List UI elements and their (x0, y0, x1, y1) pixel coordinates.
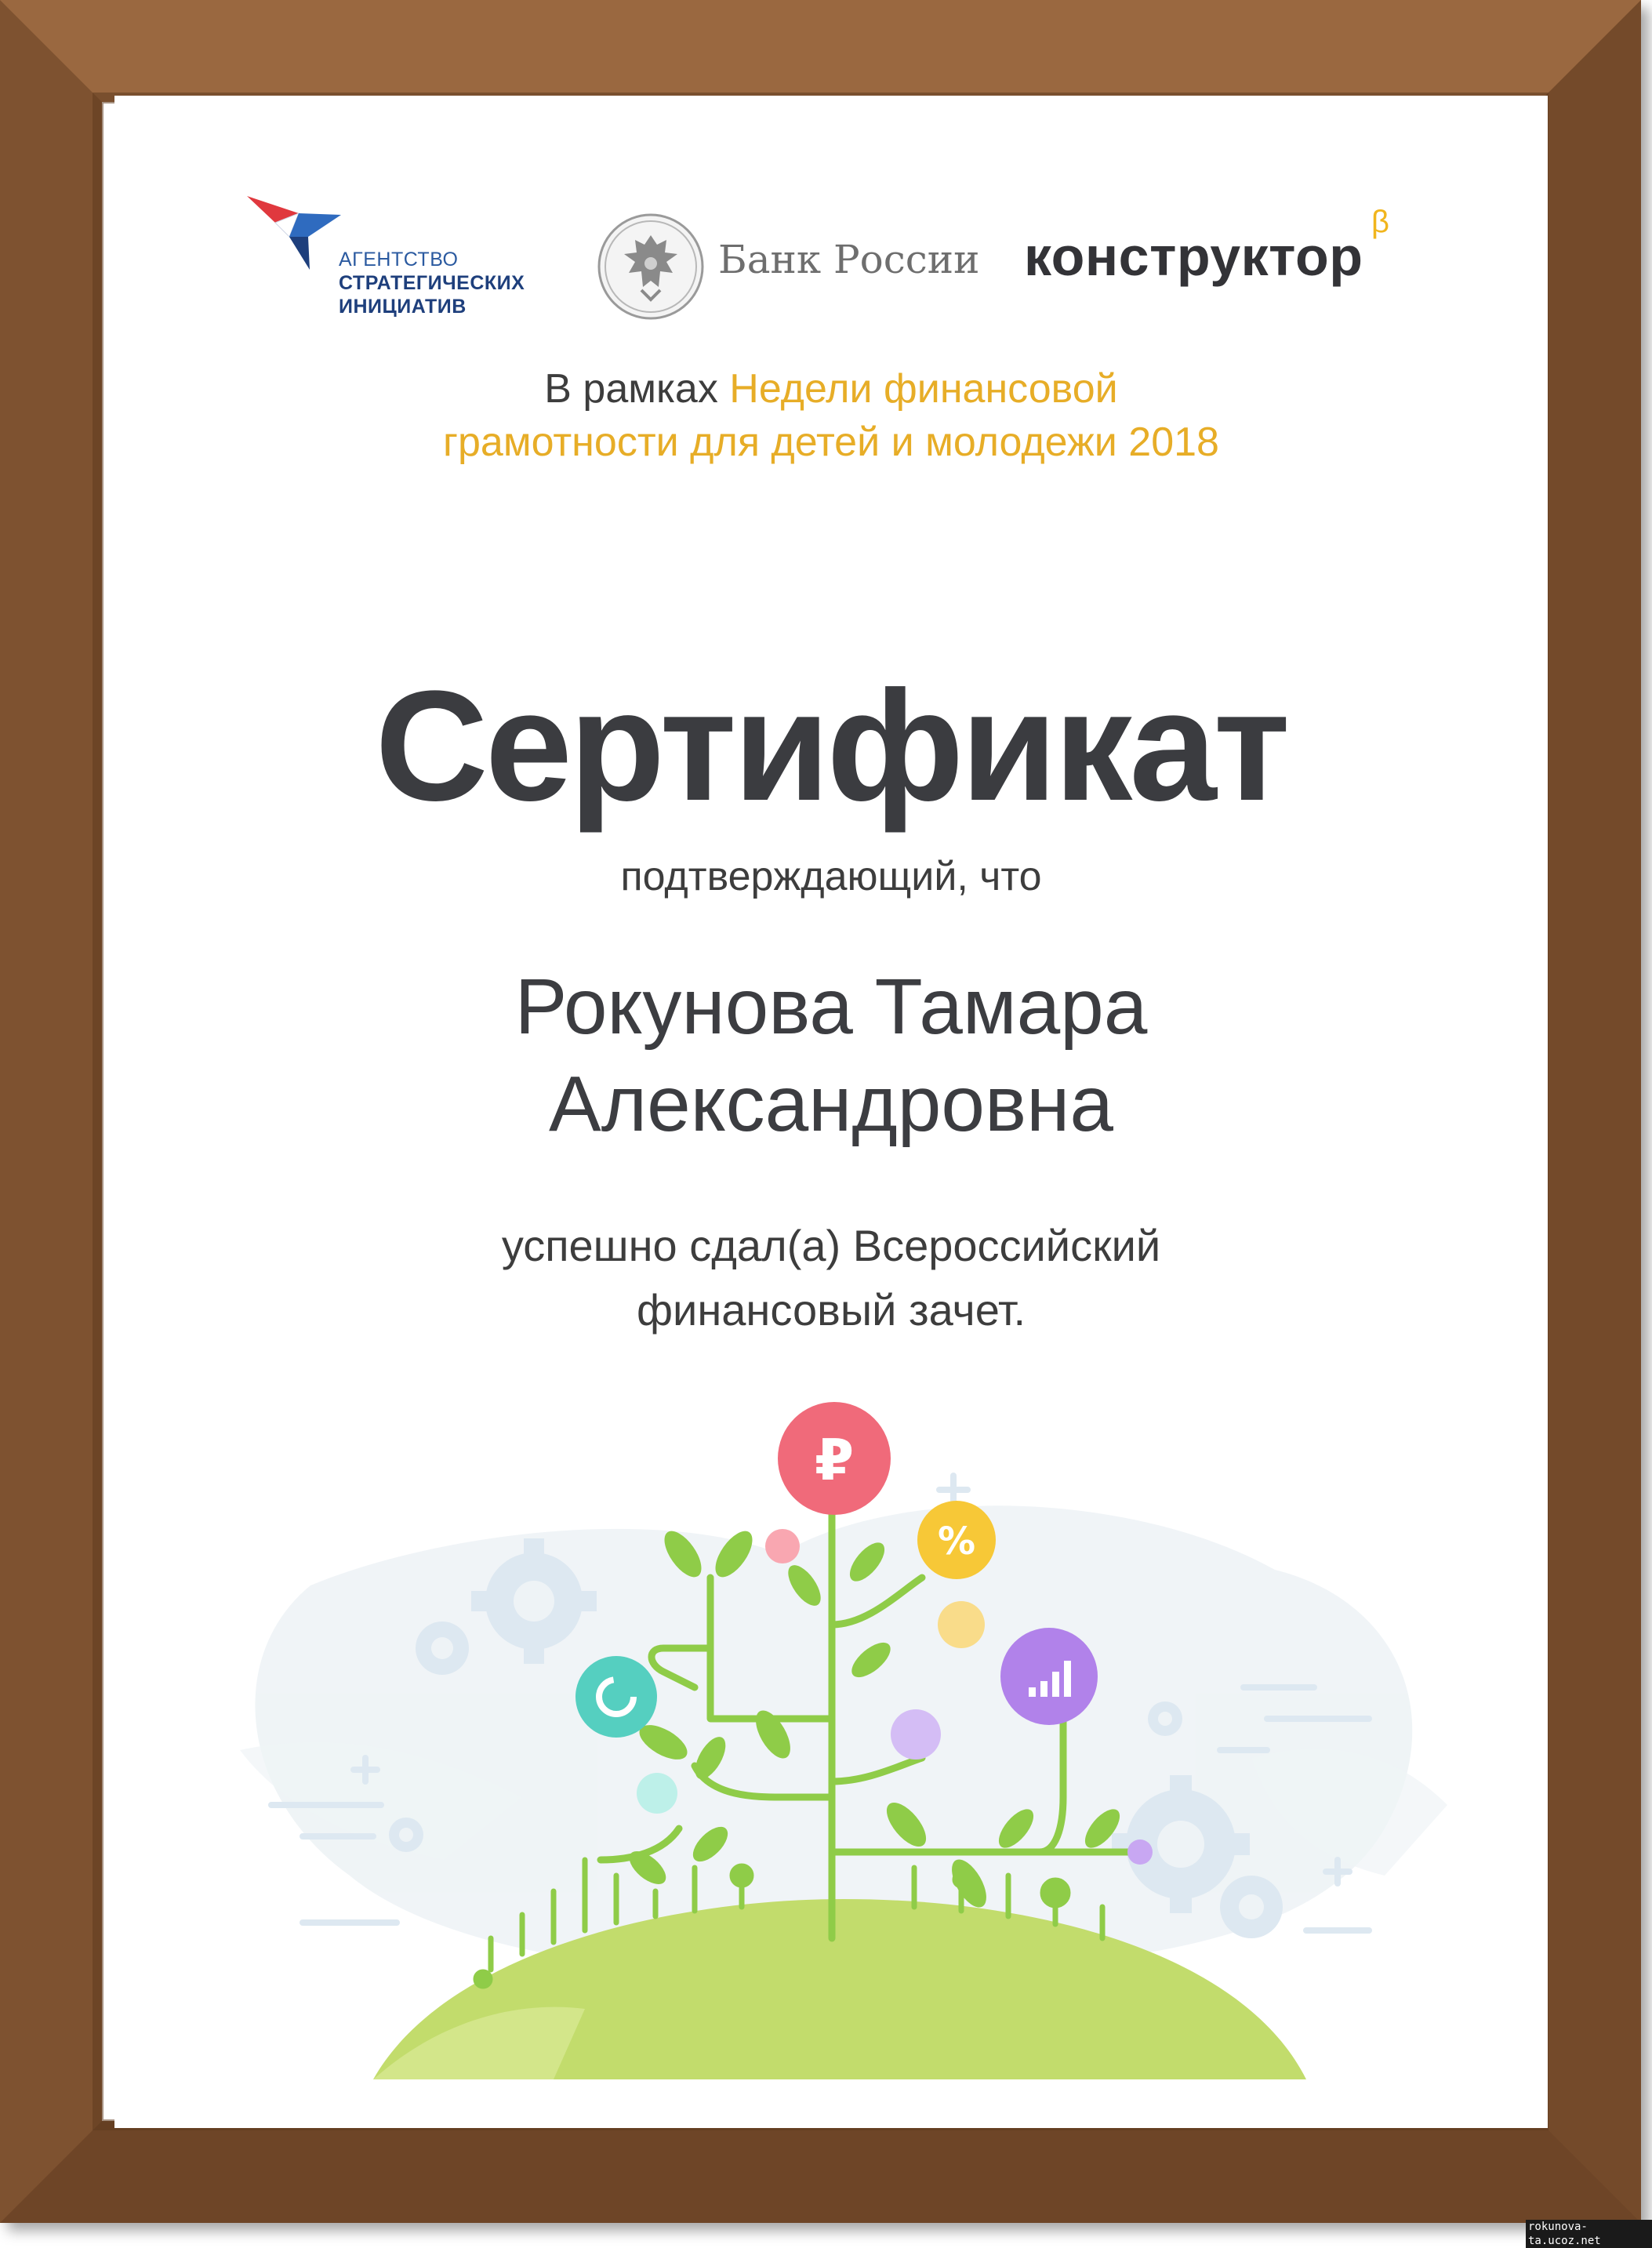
percent-icon (917, 1501, 996, 1579)
bank-name: Банк России (718, 237, 980, 282)
intro-line-1 (114, 362, 1548, 416)
asi-emblem-icon (244, 191, 346, 278)
asi-line-2: СТРАТЕГИЧЕСКИХ (339, 272, 525, 294)
beta-superscript: β (1371, 205, 1390, 239)
money-tree-illustration (114, 1389, 1548, 2128)
intro-highlight-1: Недели финансовой (729, 366, 1118, 412)
ruble-symbol: ₽ (814, 1427, 855, 1493)
certificate-title: Сертификат (375, 659, 1287, 833)
double-headed-eagle-icon (596, 212, 706, 321)
konstruktor-name: конструктор (1024, 226, 1363, 287)
gear-icon (389, 1818, 423, 1852)
certificate-paper (114, 96, 1548, 2128)
refresh-icon (575, 1656, 657, 1738)
lilac-coin (891, 1709, 941, 1760)
chart-icon (1000, 1628, 1098, 1725)
bank-of-russia-logo (596, 212, 980, 321)
asi-line-3: ИНИЦИАТИВ (339, 296, 467, 318)
asi-line-1: АГЕНТСТВО (339, 249, 459, 271)
intro-prefix: В рамках (544, 366, 718, 412)
gear-icon (1148, 1701, 1182, 1736)
gear-icon (416, 1622, 469, 1675)
intro-text (114, 362, 1548, 469)
yellow-coin (938, 1601, 985, 1648)
site-watermark: rokunova-ta.ucoz.net (1526, 2220, 1652, 2248)
recipient-name-line-2: Александровна (549, 1060, 1113, 1148)
result-text (114, 1214, 1548, 1342)
recipient-name (114, 958, 1548, 1153)
ruble-icon (778, 1402, 891, 1515)
asi-logo (244, 191, 542, 332)
recipient-name-line-1: Рокунова Тамара (514, 963, 1148, 1051)
asi-logo-text (339, 248, 525, 318)
small-lilac-coin (1127, 1839, 1153, 1865)
konstruktor-logo (1024, 205, 1390, 288)
result-line-1: успешно сдал(а) Всероссийский (501, 1221, 1161, 1270)
result-line-2: финансовый зачет. (636, 1285, 1026, 1335)
intro-highlight-2: грамотности для детей и молодежи 2018 (443, 419, 1219, 465)
certificate-subtitle: подтверждающий, что (620, 854, 1042, 899)
percent-symbol: % (937, 1520, 976, 1563)
pink-coin (765, 1529, 800, 1563)
teal-coin (637, 1773, 677, 1814)
gear-icon (1220, 1876, 1283, 1938)
